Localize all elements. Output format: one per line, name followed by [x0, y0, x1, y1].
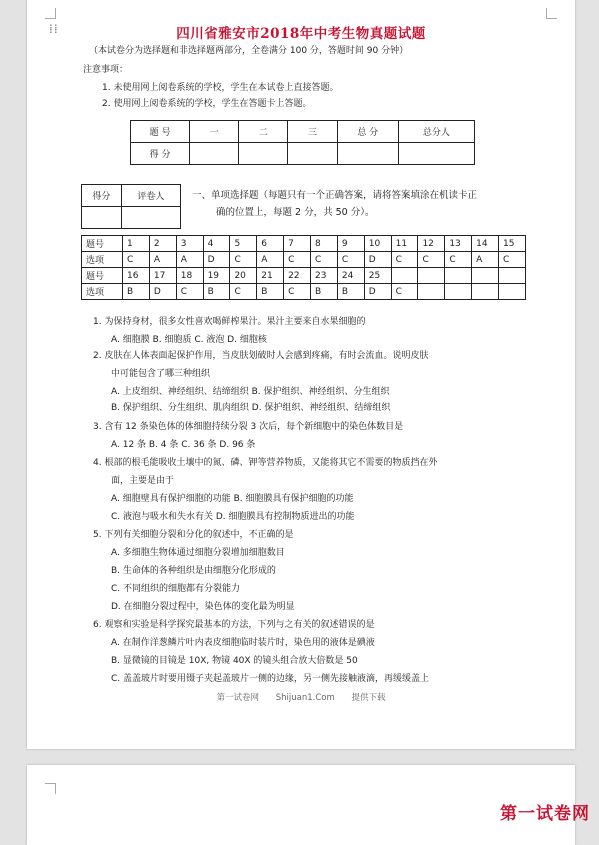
answer-cell — [391, 268, 418, 284]
score-cell: 三 — [288, 121, 337, 143]
answer-cell: B — [337, 284, 364, 300]
answer-cell: 22 — [284, 268, 311, 284]
question-stem: 3. 含有 12 条染色体的体细胞持续分裂 3 次后，每个新细胞中的染色体数目是 — [93, 422, 404, 432]
score-cell — [288, 143, 337, 165]
answer-cell: 19 — [203, 268, 230, 284]
drag-handle-icon[interactable]: ⁞⁞ — [49, 22, 59, 36]
question-option-line: A. 细胞膜 B. 细胞质 C. 液泡 D. 细胞核 — [111, 335, 267, 345]
score-cell: 得 分 — [131, 143, 190, 165]
score-table-row — [131, 143, 475, 165]
answer-cell — [472, 268, 499, 284]
answer-cell: C — [230, 252, 257, 268]
answer-cell: 15 — [499, 236, 526, 252]
score-table — [130, 120, 475, 165]
answer-cell: 8 — [311, 236, 338, 252]
question-option-line: A. 在制作洋葱鳞片叶内表皮细胞临时装片时，染色用的液体是碘液 — [111, 638, 375, 648]
answer-cell — [499, 268, 526, 284]
grader-score-label: 得分 — [82, 185, 122, 207]
answer-row-header: 题号 — [82, 268, 123, 284]
answer-cell: D — [364, 284, 391, 300]
answer-cell: 11 — [391, 236, 418, 252]
answer-cell: C — [230, 284, 257, 300]
margin-corner-mark — [45, 783, 56, 794]
answer-cell: 10 — [364, 236, 391, 252]
answer-cell: B — [311, 284, 338, 300]
question-option-line: D. 在细胞分裂过程中，染色体的变化最为明显 — [111, 602, 295, 612]
answer-cell: 14 — [472, 236, 499, 252]
site-watermark-logo: 第一试卷网 — [500, 804, 590, 824]
answer-table-row — [82, 236, 526, 252]
margin-corner-mark — [45, 8, 56, 19]
section-heading: 确的位置上，每题 2 分，共 50 分）。 — [216, 207, 375, 218]
answer-cell: C — [499, 252, 526, 268]
grader-name-label: 评卷人 — [121, 185, 180, 207]
score-cell — [398, 143, 474, 165]
answer-cell: C — [311, 252, 338, 268]
question-option-line: A. 12 条 B. 4 条 C. 36 条 D. 96 条 — [111, 440, 256, 450]
answer-cell: 1 — [123, 236, 150, 252]
answer-cell: B — [203, 284, 230, 300]
answer-row-header: 题号 — [82, 236, 123, 252]
answer-cell: 12 — [418, 236, 445, 252]
answer-cell: A — [149, 252, 176, 268]
question-option-line: 中可能包含了哪三种组织 — [111, 369, 211, 379]
question-option-line: C. 盖盖玻片时要用镊子夹起盖玻片一侧的边缘，另一侧先接触液滴，再缓缓盖上 — [111, 674, 430, 684]
answer-cell: 9 — [337, 236, 364, 252]
question-option-line: B. 显微镜的目镜是 10X, 物镜 40X 的镜头组合放大倍数是 50 — [111, 656, 358, 666]
exam-intro: （本试卷分为选择题和非选择题两部分，全卷满分 100 分，答题时间 90 分钟） — [89, 46, 409, 56]
answer-cell: A — [257, 252, 284, 268]
score-cell: 二 — [239, 121, 288, 143]
notes-title: 注意事项： — [83, 65, 129, 75]
question-option-line: B. 生命体的各种组织是由细胞分化形成的 — [111, 566, 276, 576]
question-option-line: A. 上皮组织、神经组织、结缔组织 B. 保护组织、神经组织、分生组织 — [111, 387, 390, 397]
answer-cell: 20 — [230, 268, 257, 284]
answer-cell: C — [445, 252, 472, 268]
answer-cell: 17 — [149, 268, 176, 284]
answer-cell: 18 — [176, 268, 203, 284]
section-heading: 一、单项选择题（每题只有一个正确答案，请将答案填涂在机读卡正 — [192, 190, 478, 201]
answer-cell: C — [176, 284, 203, 300]
question-option-line: 面，主要是由于 — [111, 476, 175, 486]
question-option-line: C. 不同组织的细胞都有分裂能力 — [111, 584, 241, 594]
score-cell: 总 分 — [337, 121, 398, 143]
answer-cell: C — [337, 252, 364, 268]
answer-cell — [418, 268, 445, 284]
answer-cell: D — [149, 284, 176, 300]
answer-cell: 25 — [364, 268, 391, 284]
score-cell — [190, 143, 239, 165]
answer-cell: B — [123, 284, 150, 300]
answer-cell: 23 — [311, 268, 338, 284]
answer-cell: 16 — [123, 268, 150, 284]
answer-cell — [418, 284, 445, 300]
answer-row-header: 选项 — [82, 284, 123, 300]
question-stem: 1. 为保持身材，很多女性喜欢喝鲜榨果汁。果汁主要来自水果细胞的 — [93, 317, 366, 327]
margin-corner-mark — [546, 8, 557, 19]
answer-cell: 5 — [230, 236, 257, 252]
answer-cell: C — [418, 252, 445, 268]
answer-row-header: 选项 — [82, 252, 123, 268]
answer-cell: 6 — [257, 236, 284, 252]
answer-table-row — [82, 252, 526, 268]
page-title: 四川省雅安市2018年中考生物真题试题 — [176, 26, 426, 42]
answer-cell: 2 — [149, 236, 176, 252]
next-document-page — [27, 765, 575, 845]
question-option-line: C. 液泡与吸水和失水有关 D. 细胞膜具有控制物质进出的功能 — [111, 512, 355, 522]
grader-cell — [121, 207, 180, 229]
answer-cell: A — [176, 252, 203, 268]
answer-cell: 21 — [257, 268, 284, 284]
score-cell: 一 — [190, 121, 239, 143]
answer-cell: C — [123, 252, 150, 268]
note-line: 1. 未使用网上阅卷系统的学校，学生在本试卷上直接答题。 — [102, 83, 339, 93]
score-table-row — [131, 121, 475, 143]
answer-cell: 24 — [337, 268, 364, 284]
answer-table-row — [82, 268, 526, 284]
answer-cell: D — [203, 252, 230, 268]
answer-cell — [499, 284, 526, 300]
answer-table-row — [82, 284, 526, 300]
answer-cell — [445, 284, 472, 300]
grader-box — [81, 184, 181, 229]
answer-cell: 3 — [176, 236, 203, 252]
answer-cell: 13 — [445, 236, 472, 252]
score-cell: 题 号 — [131, 121, 190, 143]
answer-cell: 7 — [284, 236, 311, 252]
answer-cell: C — [391, 284, 418, 300]
document-page — [27, 0, 575, 749]
question-option-line: B. 保护组织、分生组织、肌肉组织 D. 保护组织、神经组织、结缔组织 — [111, 403, 391, 413]
question-stem: 4. 根部的根毛能吸收土壤中的氮、磷、钾等营养物质，又能将其它不需要的物质挡在外 — [93, 458, 438, 468]
answer-cell: 4 — [203, 236, 230, 252]
answer-cell — [472, 284, 499, 300]
answer-cell: B — [257, 284, 284, 300]
question-stem: 2. 皮肤在人体表面起保护作用，当皮肤划破时人会感到疼痛，有时会流血。说明皮肤 — [93, 351, 429, 361]
page-footer: 第一试卷网 Shijuan1.Com 提供下载 — [216, 693, 386, 703]
answer-cell — [445, 268, 472, 284]
question-stem: 6. 观察和实验是科学探究最基本的方法，下列与之有关的叙述错误的是 — [93, 620, 375, 630]
answer-cell: C — [284, 252, 311, 268]
question-option-line: A. 细胞壁具有保护细胞的功能 B. 细胞膜具有保护细胞的功能 — [111, 494, 354, 504]
answer-cell: C — [284, 284, 311, 300]
answer-cell: D — [364, 252, 391, 268]
note-line: 2. 使用网上阅卷系统的学校，学生在答题卡上答题。 — [102, 99, 312, 109]
question-option-line: A. 多细胞生物体通过细胞分裂增加细胞数目 — [111, 548, 285, 558]
grader-cell — [82, 207, 122, 229]
answer-cell: A — [472, 252, 499, 268]
answer-cell: C — [391, 252, 418, 268]
score-cell — [239, 143, 288, 165]
score-cell: 总分人 — [398, 121, 474, 143]
question-stem: 5. 下列有关细胞分裂和分化的叙述中，不正确的是 — [93, 530, 294, 540]
score-cell — [337, 143, 398, 165]
answer-table — [81, 235, 526, 300]
